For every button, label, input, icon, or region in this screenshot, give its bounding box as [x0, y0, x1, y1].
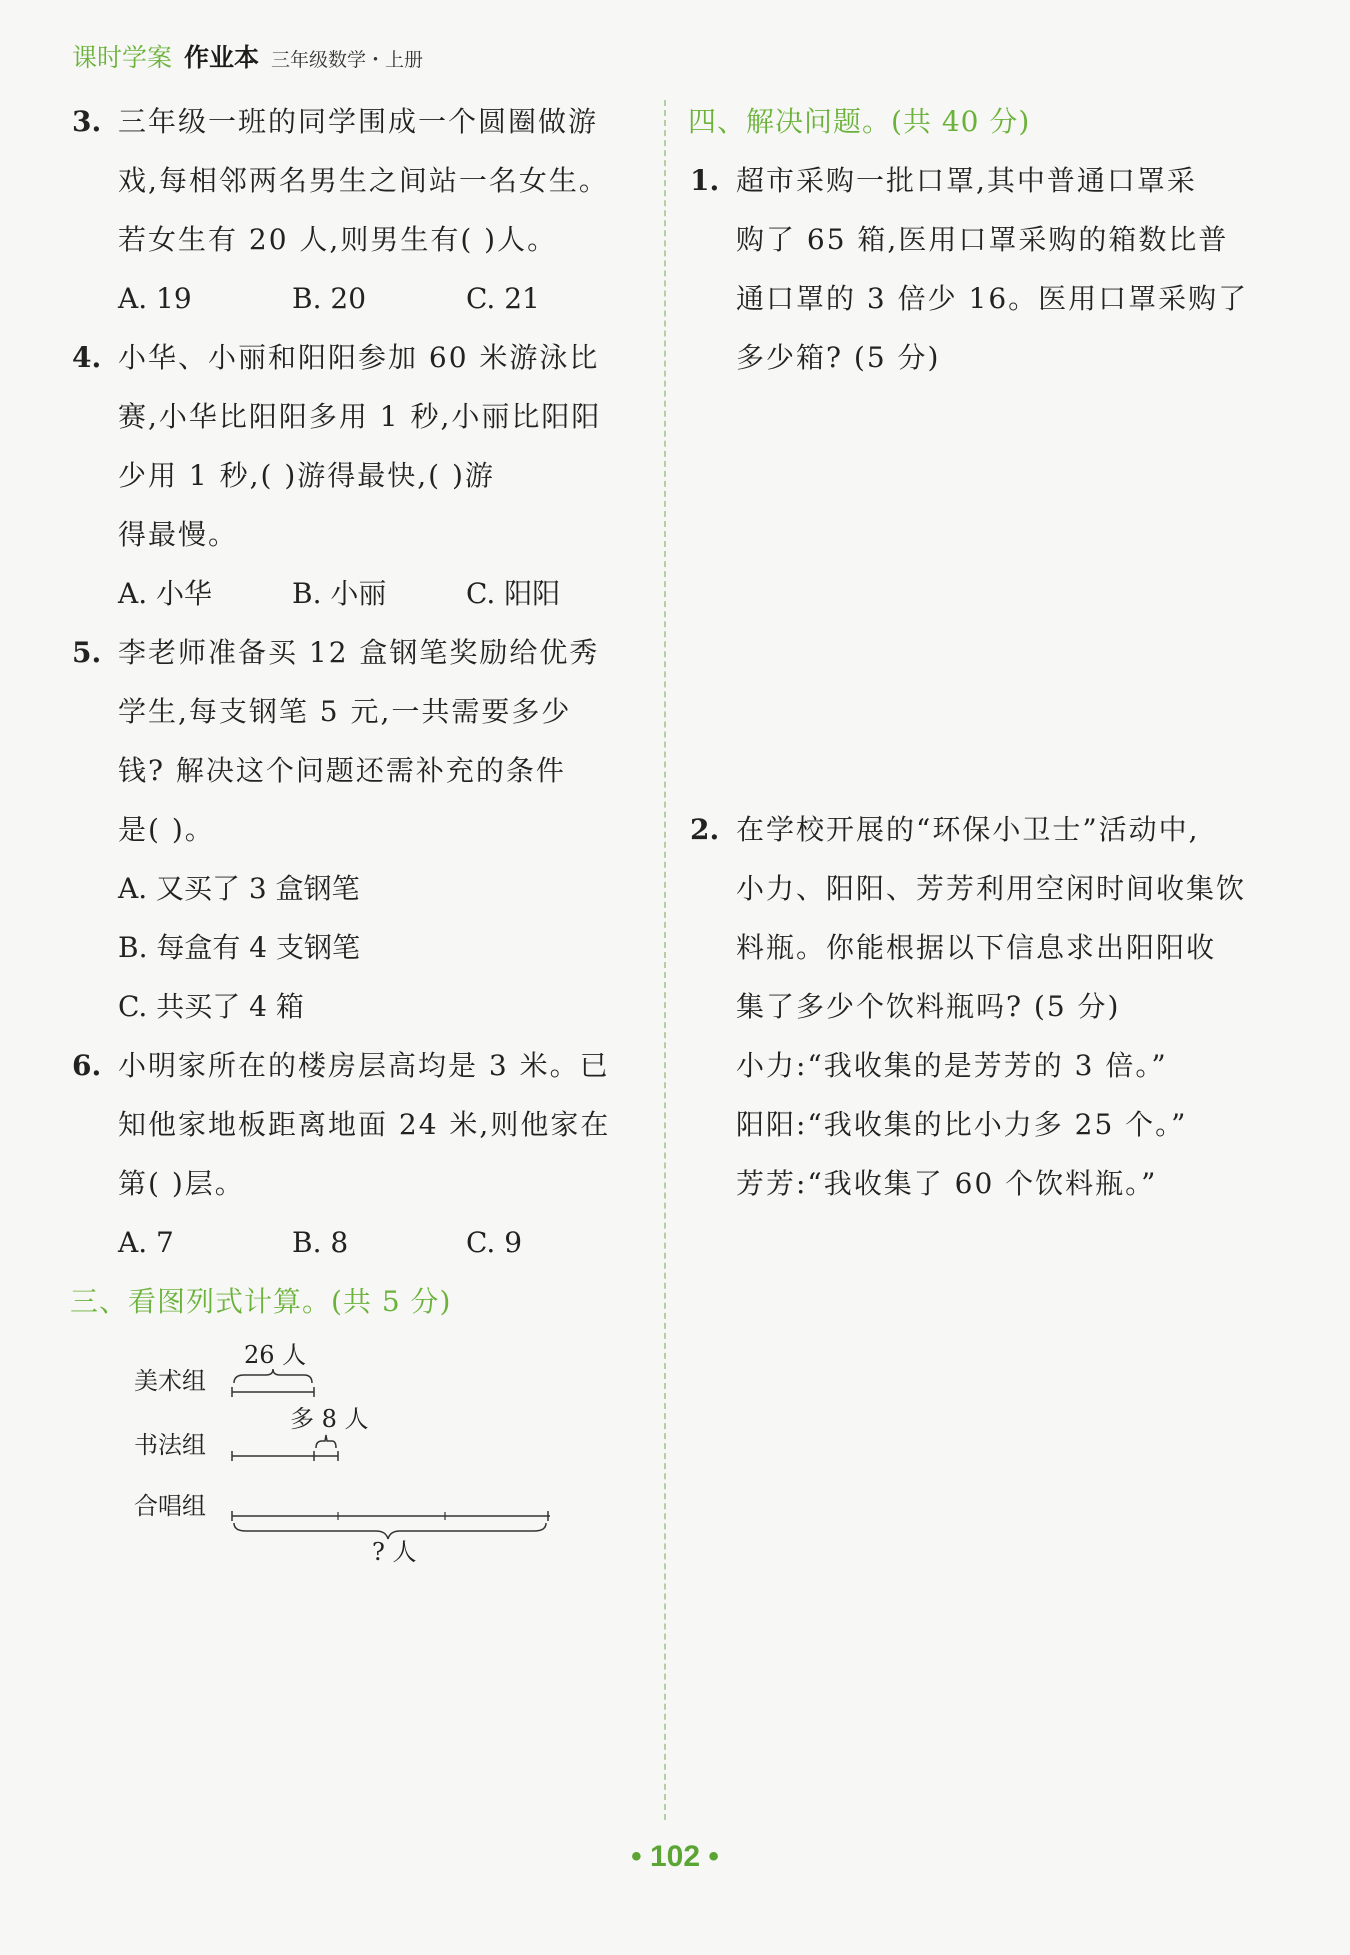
question-line: 若女生有 20 人,则男生有( )人。	[118, 223, 558, 256]
answer-space[interactable]	[688, 387, 1278, 800]
question-line: 小华、小丽和阳阳参加 60 米游泳比	[118, 341, 600, 374]
question-line: 知他家地板距离地面 24 米,则他家在	[118, 1108, 611, 1141]
subject-title: 三年级数学・上册	[271, 49, 424, 71]
question-line: 是( )。	[118, 813, 215, 846]
question-line: 得最慢。	[118, 518, 239, 551]
quote-line: 小力:“我收集的是芳芳的 3 倍。”	[736, 1049, 1168, 1082]
option-a[interactable]: A. 又买了 3 盒钢笔	[118, 872, 360, 905]
question-number: 4.	[72, 341, 102, 374]
question-line: 小力、阳阳、芳芳利用空闲时间收集饮	[736, 872, 1247, 905]
choir-total-label: ? 人	[372, 1538, 417, 1566]
option-b[interactable]: B. 8	[292, 1226, 349, 1259]
question-line: 赛,小华比阳阳多用 1 秒,小丽比阳阳	[118, 400, 602, 433]
option-c[interactable]: C. 阳阳	[466, 577, 561, 610]
section-3-heading	[70, 1272, 660, 1331]
right-column	[688, 92, 1278, 1213]
calligraphy-group-label: 书法组	[134, 1431, 206, 1459]
question-line: 在学校开展的“环保小卫士”活动中,	[736, 813, 1200, 846]
book-name: 作业本	[184, 43, 260, 72]
more-brace	[316, 1435, 336, 1448]
question-4-options	[70, 564, 660, 623]
section-score: (共 5 分)	[331, 1285, 452, 1318]
problem-1	[688, 151, 1278, 387]
section-score: (共 40 分)	[891, 105, 1031, 138]
question-number: 5.	[72, 636, 102, 669]
question-line: 学生,每支钢笔 5 元,一共需要多少	[118, 695, 572, 728]
question-line: 钱? 解决这个问题还需补充的条件	[118, 754, 566, 787]
question-line: 戏,每相邻两名男生之间站一名女生。	[118, 164, 609, 197]
section-title: 三、看图列式计算。	[70, 1285, 332, 1318]
question-line: 三年级一班的同学围成一个圆圈做游	[118, 105, 599, 138]
option-c[interactable]: C. 共买了 4 箱	[118, 990, 304, 1023]
question-3	[70, 92, 660, 269]
question-6-options	[70, 1213, 660, 1272]
question-number: 3.	[72, 105, 102, 138]
segment-diagram-svg	[70, 1331, 550, 1571]
column-divider	[664, 100, 666, 1820]
page-header	[72, 38, 423, 74]
question-3-options	[70, 269, 660, 328]
question-number: 2.	[690, 813, 720, 846]
section-title: 四、解决问题。	[688, 105, 892, 138]
question-5	[70, 623, 660, 859]
choir-brace	[234, 1523, 546, 1539]
question-line: 通口罩的 3 倍少 16。医用口罩采购了	[736, 282, 1249, 315]
option-b[interactable]: B. 每盒有 4 支钢笔	[118, 931, 360, 964]
question-line: 小明家所在的楼房层高均是 3 米。已	[118, 1049, 610, 1082]
quote-line: 芳芳:“我收集了 60 个饮料瓶。”	[736, 1167, 1158, 1200]
art-group-label: 美术组	[134, 1367, 206, 1395]
section-4-heading	[688, 92, 1278, 151]
question-line: 超市采购一批口罩,其中普通口罩采	[736, 164, 1197, 197]
question-line: 购了 65 箱,医用口罩采购的箱数比普	[736, 223, 1229, 256]
question-line: 多少箱? (5 分)	[736, 341, 941, 374]
choir-group-label: 合唱组	[134, 1492, 206, 1520]
brand-name: 课时学案	[72, 43, 173, 72]
option-b[interactable]: B. 20	[292, 282, 367, 315]
question-6	[70, 1036, 660, 1213]
art-brace	[234, 1369, 312, 1383]
option-c[interactable]: C. 21	[466, 282, 540, 315]
question-line: 李老师准备买 12 盒钢笔奖励给优秀	[118, 636, 600, 669]
question-line: 第( )层。	[118, 1167, 245, 1200]
option-a[interactable]: A. 小华	[118, 577, 213, 610]
option-b[interactable]: B. 小丽	[292, 577, 387, 610]
option-a[interactable]: A. 7	[118, 1226, 174, 1259]
art-count-label: 26 人	[244, 1341, 307, 1369]
question-line: 集了多少个饮料瓶吗? (5 分)	[736, 990, 1121, 1023]
left-column	[70, 92, 660, 1571]
question-number: 6.	[72, 1049, 102, 1082]
question-line: 料瓶。你能根据以下信息求出阳阳收	[736, 931, 1217, 964]
option-a[interactable]: A. 19	[118, 282, 192, 315]
question-number: 1.	[690, 164, 720, 197]
question-line: 少用 1 秒,( )游得最快,( )游	[118, 459, 495, 492]
quote-line: 阳阳:“我收集的比小力多 25 个。”	[736, 1108, 1188, 1141]
more-label: 多 8 人	[290, 1405, 369, 1433]
question-4	[70, 328, 660, 564]
problem-2	[688, 800, 1278, 1213]
page-number: • 102 •	[631, 1840, 719, 1873]
option-c[interactable]: C. 9	[466, 1226, 523, 1259]
segment-diagram	[70, 1331, 660, 1571]
